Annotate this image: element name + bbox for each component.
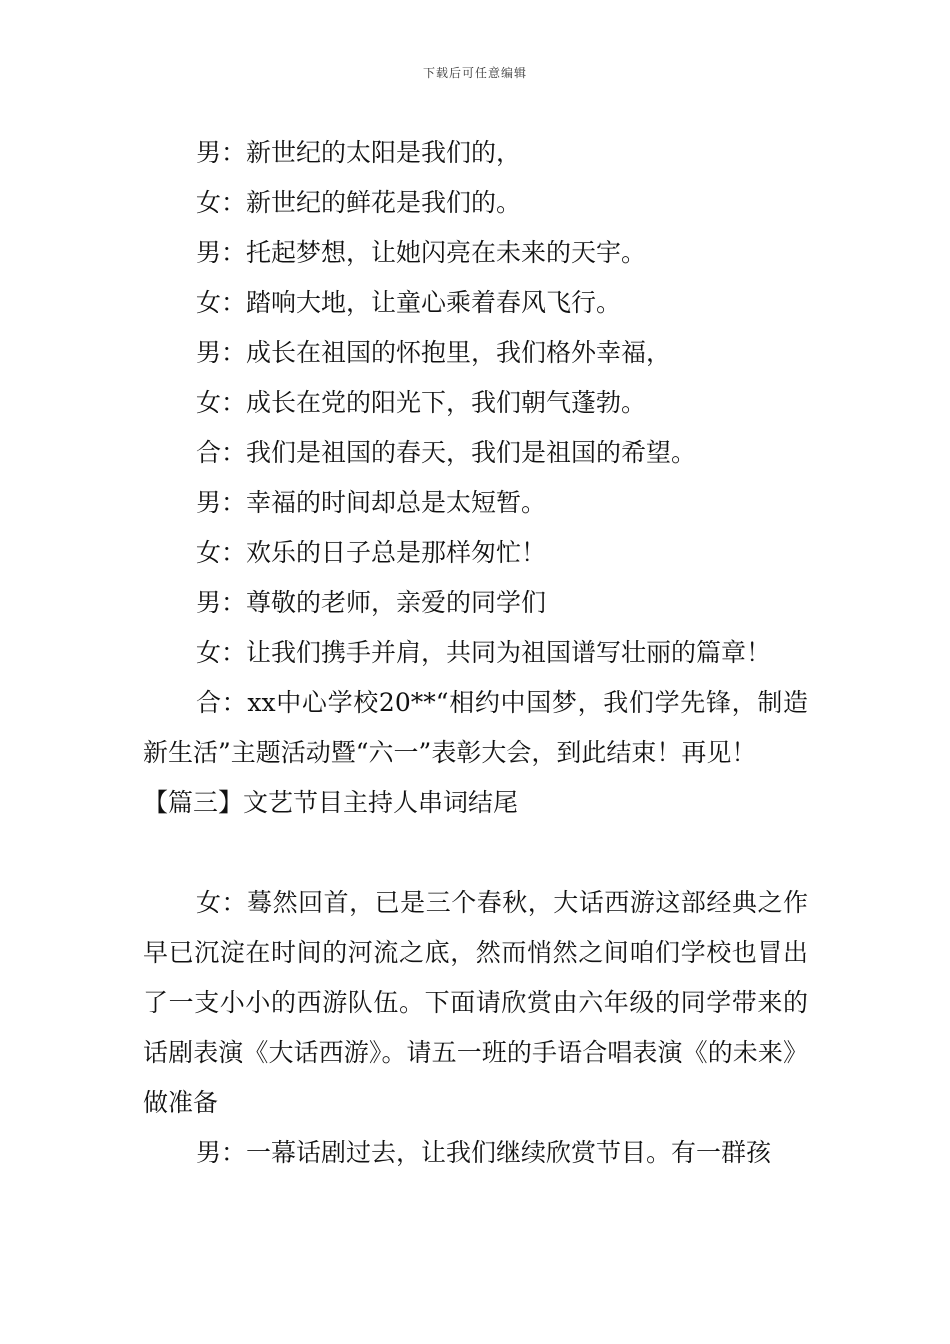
- header-note: 下载后可任意编辑: [422, 66, 527, 80]
- dialogue-line: 合：我们是祖国的春天，我们是祖国的希望。: [196, 438, 697, 467]
- section-heading: 【篇三】文艺节目主持人串词结尾: [143, 788, 519, 817]
- dialogue-line: 男：幸福的时间却总是太短暂。: [196, 488, 547, 517]
- dialogue-line: 女：让我们携手并肩，共同为祖国谱写壮丽的篇章！: [196, 638, 772, 667]
- document-body: [143, 128, 808, 1178]
- dialogue-line: 女：踏响大地，让童心乘着春风飞行。: [196, 288, 622, 317]
- closing-paragraph: 合：xx中心学校20**“相约中国梦，我们学先锋，制造新生活”主题活动暨“六一”表彰大会，到此结束！再见！: [143, 688, 808, 767]
- dialogue-line: 女：新世纪的鲜花是我们的。: [196, 188, 522, 217]
- dialogue-line: 女：成长在党的阳光下，我们朝气蓬勃。: [196, 388, 647, 417]
- dialogue-line: 男：托起梦想，让她闪亮在未来的天宇。: [196, 238, 647, 267]
- dialogue-line: 女：欢乐的日子总是那样匆忙！: [196, 538, 547, 567]
- dialogue-line: 男：成长在祖国的怀抱里，我们格外幸福，: [196, 338, 672, 367]
- paragraph-female: 女：蓦然回首，已是三个春秋，大话西游这部经典之作早已沉淀在时间的河流之底，然而悄然之间咱们学校也冒出了一支小小的西游队伍。下面请欣赏由六年级的同学带来的话剧表演《大话西游》。请五一班的手语合唱表演《的未来》做准备: [143, 888, 808, 1117]
- paragraph-male: 男：一幕话剧过去，让我们继续欣赏节目。有一群孩: [196, 1138, 772, 1167]
- blank-line: [143, 828, 808, 878]
- dialogue-line: 男：尊敬的老师，亲爱的同学们: [196, 588, 547, 617]
- dialogue-line: 男：新世纪的太阳是我们的，: [196, 138, 522, 167]
